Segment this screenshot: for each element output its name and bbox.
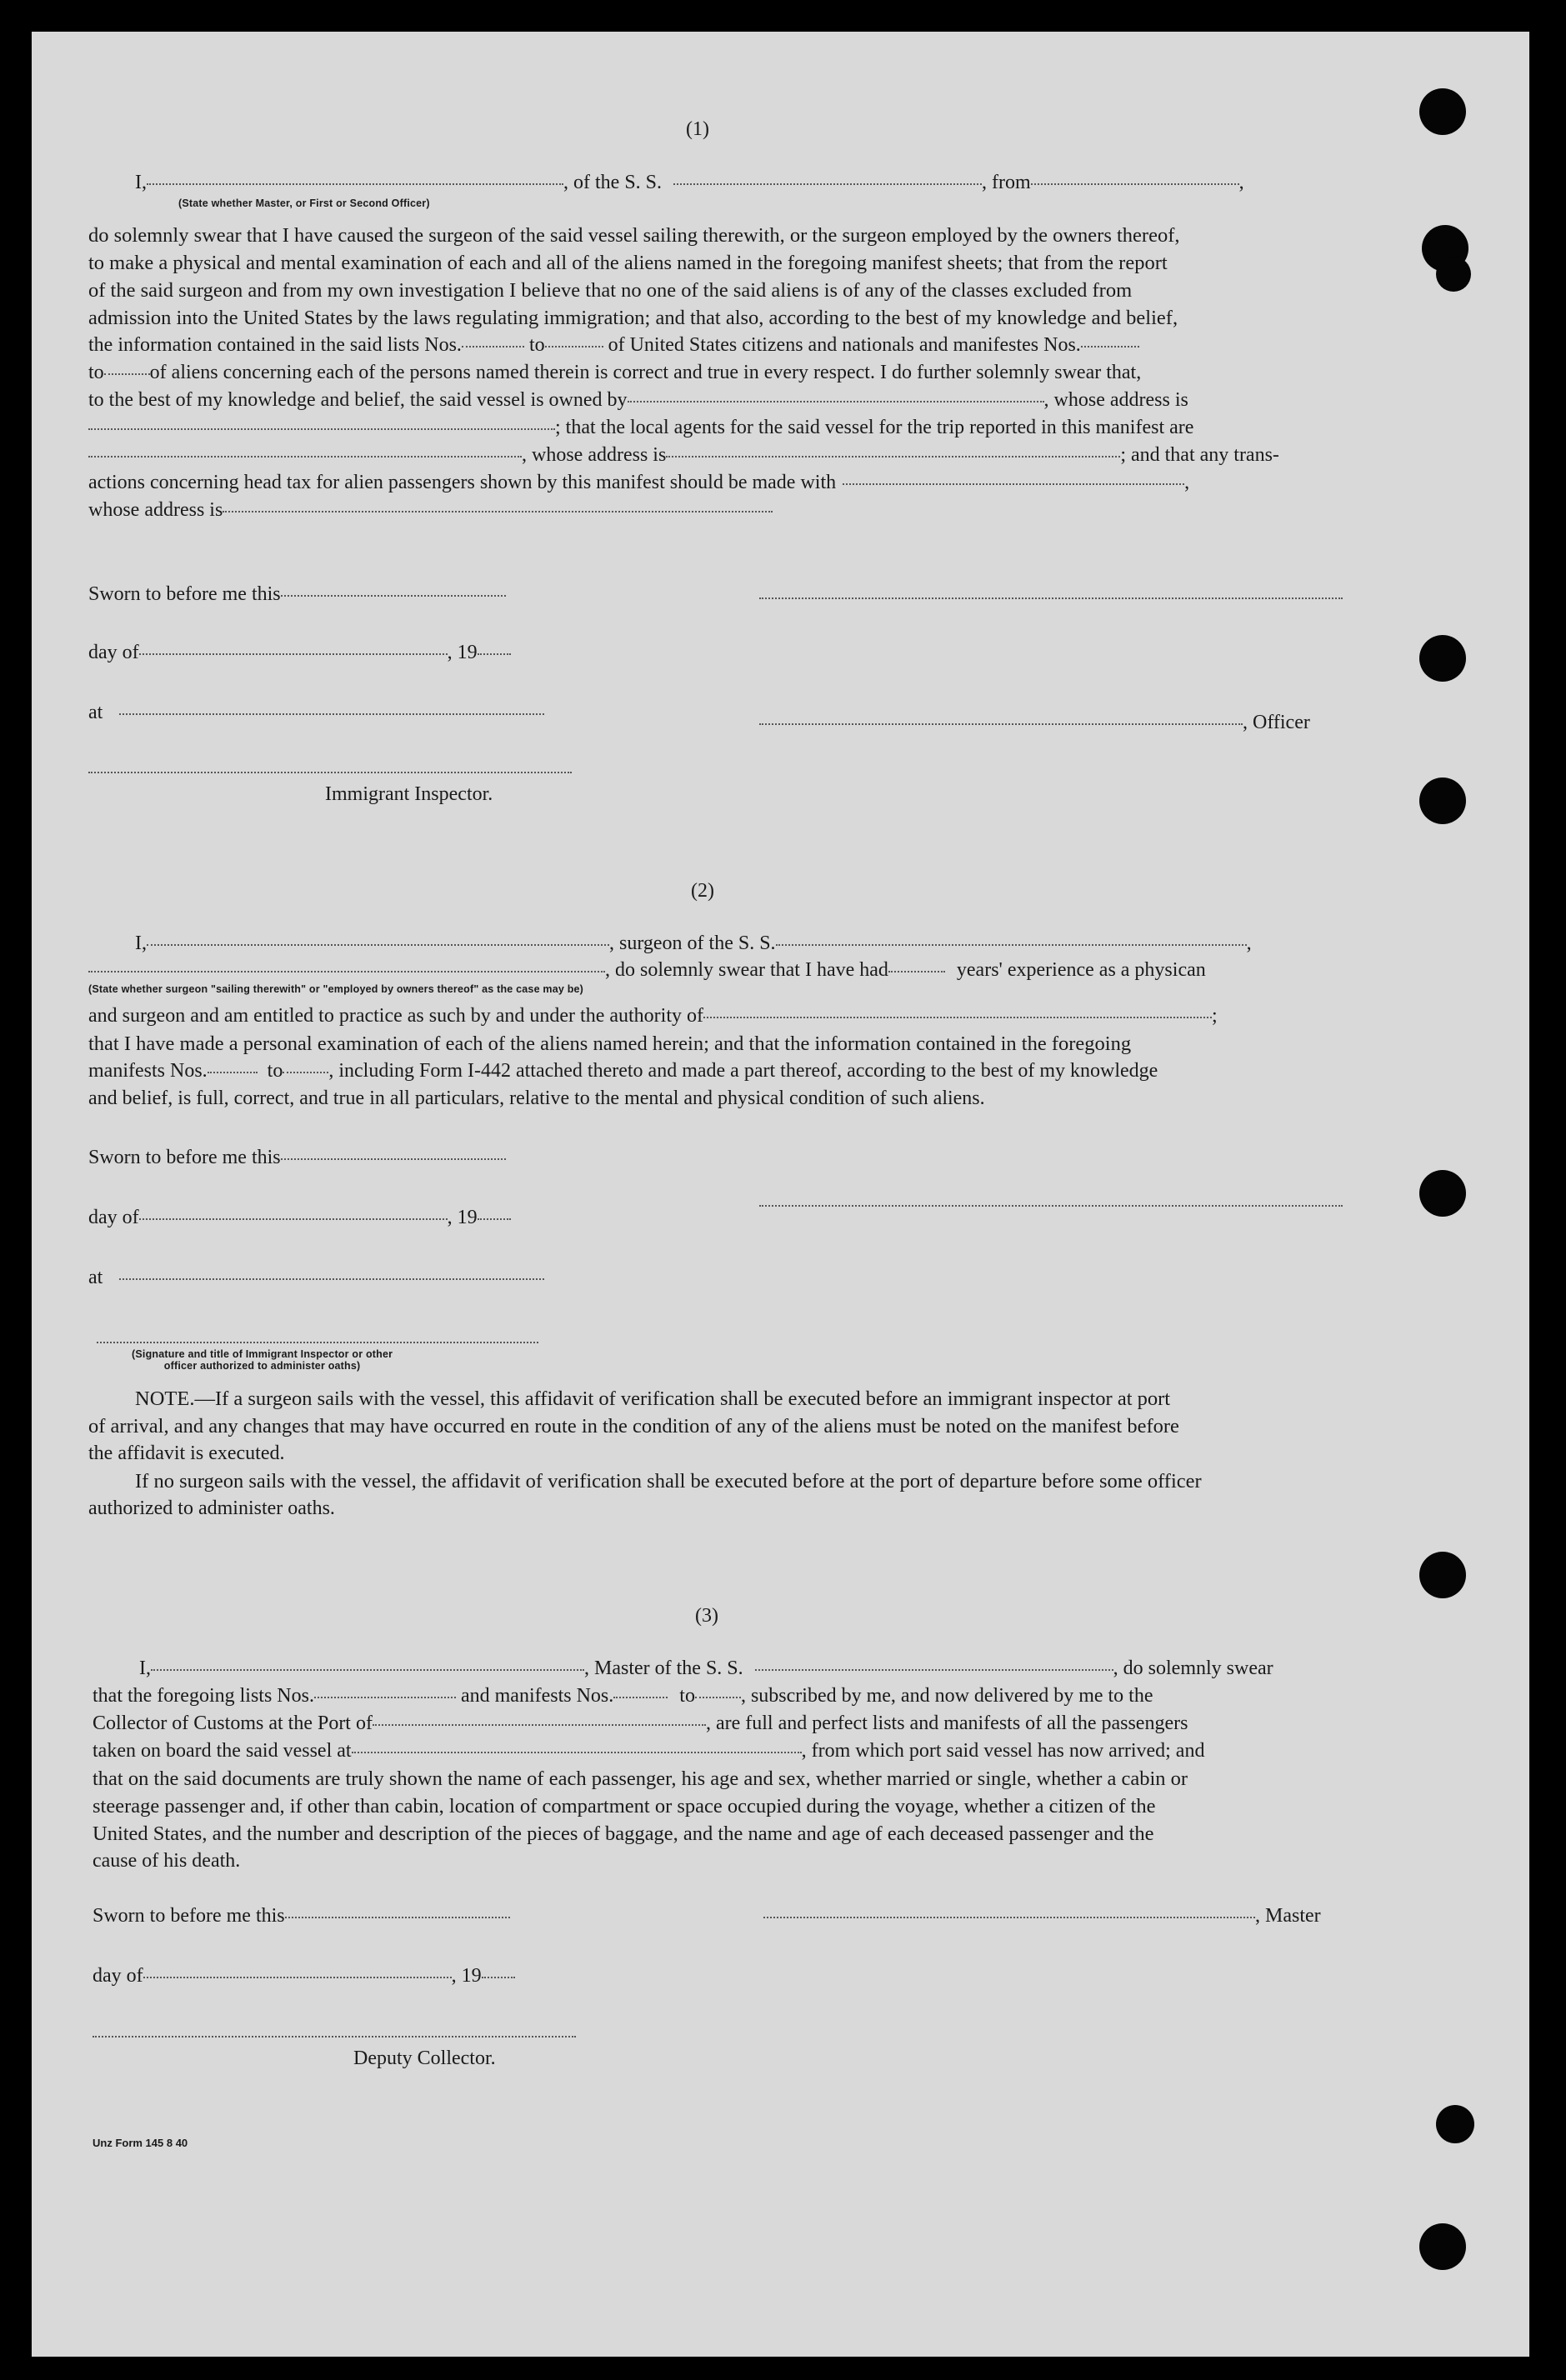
section-1-first-line: I, , of the S. S. , from ,	[135, 172, 1244, 193]
punch-hole	[1419, 2223, 1466, 2270]
day-of-line-3: day of , 19	[93, 1965, 515, 1988]
note-block	[88, 1385, 1351, 1522]
body-line: and belief, is full, correct, and true in all particulars, relative to the mental and physical condition of such aliens.	[88, 1088, 985, 1109]
collector-line	[93, 2036, 576, 2038]
section-2-number: (2)	[691, 880, 714, 902]
section-3-body: I, , Master of the S. S. , do solemnly swear that the foregoing lists Nos. and manifests Nos. to , subscribed by me, and now delivered by me to the Collector of Customs at the Port of , are full and perfect lists and manifests of all the passengers taken on board the said vessel at , from which port said vessel has now arrived; and that on the said documents are truly shown the name of each passenger, his age and sex, whether married or single, whether a cabin or steerage passenger and, if other than cabin, location of compartment or space occupied during the voyage, whether a citizen of the United States, and the number and description of the pieces of baggage, and the name and age of each deceased passenger and the cause of his death.	[93, 1658, 1273, 1872]
section-1-body: do solemnly swear that I have caused the surgeon of the said vessel sailing therewith, or the surgeon employed by the owners thereof, to make a physical and mental examination of each and all of the aliens named in the foregoing manifest sheets; that from the report of the said surgeon and from my own investigation I believe that no one of the said aliens is of any of the classes excluded from admission into the United States by the laws regulating immigration; and that also, according to the best of my knowledge and belief, the information contained in the said lists Nos. to of United States citizens and nationals and manifestes Nos. to of aliens concerning each of the persons named therein is correct and true in every respect. I do further solemnly swear that, to the best of my knowledge and belief, the said vessel is owned by , whose address is ; that the local agents for the said vessel for the trip reported in this manifest are , whose address is ; and that any trans- actions concerning head tax for alien passengers shown by this manifest should be made with , whose address is	[88, 222, 1348, 524]
sworn-line-3: Sworn to before me this	[93, 1905, 510, 1928]
punch-hole	[1419, 88, 1466, 135]
surgeon-note: (State whether surgeon "sailing therewith" or "employed by owners thereof" as the case may be)	[88, 983, 584, 995]
officer-signature: , Officer	[759, 712, 1310, 734]
form-page	[32, 32, 1529, 2357]
day-of-line-1: day of , 19	[88, 642, 511, 664]
punch-hole	[1419, 778, 1466, 824]
punch-hole	[1419, 1170, 1466, 1217]
punch-hole	[1436, 2105, 1474, 2143]
note-line: authorized to administer oaths.	[88, 1498, 335, 1519]
body-line: of the said surgeon and from my own investigation I believe that no one of the said aliens is of any of the classes excluded from	[88, 279, 1133, 302]
at-line-1: at	[88, 702, 544, 724]
signature-line	[759, 598, 1343, 599]
body-line: admission into the United States by the laws regulating immigration; and that also, according to the best of my knowledge and belief,	[88, 307, 1178, 329]
immigrant-inspector-label: Immigrant Inspector.	[325, 783, 493, 805]
body-line: that on the said documents are truly shown the name of each passenger, his age and sex, whether married or single, whether a cabin or	[93, 1768, 1188, 1790]
section-1-number: (1)	[686, 118, 709, 140]
day-of-line-2: day of , 19	[88, 1207, 511, 1229]
body-line: to make a physical and mental examination of each and all of the aliens named in the foregoing manifest sheets; that from the report	[88, 252, 1168, 274]
inspector-line-1	[88, 772, 572, 773]
signature-line	[759, 1205, 1343, 1207]
punch-hole	[1419, 635, 1466, 682]
body-line: steerage passenger and, if other than cabin, location of compartment or space occupied during the voyage, whether a citizen of the	[93, 1795, 1156, 1818]
sworn-line-1: Sworn to before me this	[88, 583, 506, 606]
section-2-first-line: I, , surgeon of the S. S. ,	[135, 932, 1252, 954]
body-line: do solemnly swear that I have caused the surgeon of the said vessel sailing therewith, or the surgeon employed by the owners thereof,	[88, 224, 1180, 247]
officer-note: (State whether Master, or First or Second Officer)	[178, 198, 430, 209]
sworn-line-2: Sworn to before me this	[88, 1147, 506, 1169]
note-line: the affidavit is executed.	[88, 1442, 285, 1464]
punch-hole	[1436, 257, 1471, 292]
section-2-second-line: , do solemnly swear that I have had years' experience as a physican	[88, 957, 1206, 984]
note-line: If no surgeon sails with the vessel, the affidavit of verification shall be executed before at the port of departure before some officer	[135, 1470, 1202, 1492]
signature-note: (Signature and title of Immigrant Inspector or other officer authorized to administer oaths)	[132, 1348, 393, 1372]
form-number: Unz Form 145 8 40	[93, 2137, 188, 2149]
body-line: cause of his death.	[93, 1850, 241, 1872]
at-line-2: at	[88, 1267, 544, 1289]
punch-hole	[1419, 1552, 1466, 1598]
master-signature: , Master	[763, 1905, 1321, 1928]
note-line: of arrival, and any changes that may have occurred en route in the condition of any of the aliens must be noted on the manifest before	[88, 1415, 1179, 1438]
body-line: that I have made a personal examination of each of the aliens named herein; and that the information contained in the foregoing	[88, 1032, 1132, 1055]
section-3-number: (3)	[695, 1605, 718, 1627]
inspector-line-2	[97, 1342, 538, 1343]
note-line: NOTE.—If a surgeon sails with the vessel, this affidavit of verification shall be executed before an immigrant inspector at port	[135, 1388, 1171, 1410]
deputy-collector-label: Deputy Collector.	[353, 2048, 496, 2069]
body-line: United States, and the number and description of the pieces of baggage, and the name and age of each deceased passenger and the	[93, 1822, 1154, 1845]
section-2-body: and surgeon and am entitled to practice as such by and under the authority of ; that I have made a personal examination of each of the aliens named herein; and that the information contained in the foregoing manifests Nos. to , including Form I-442 attached thereto and made a part thereof, according to the best of my knowledge and belief, is full, correct, and true in all particulars, relative to the mental and physical condition of such aliens.	[88, 1005, 1218, 1109]
